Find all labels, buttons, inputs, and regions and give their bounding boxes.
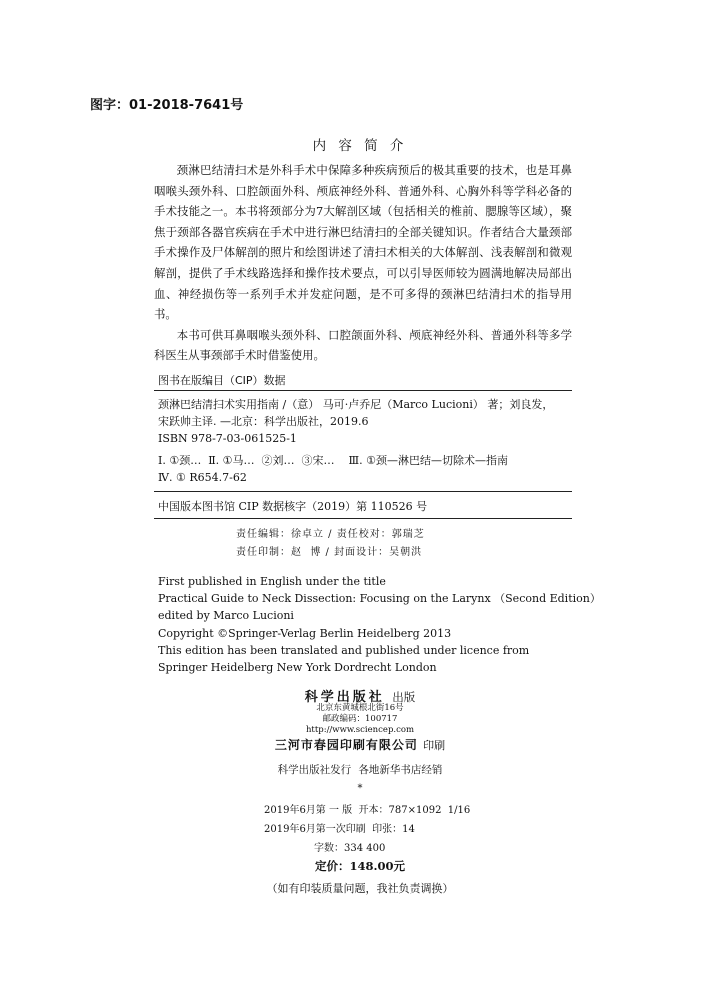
editors-line: 责任编辑：徐卓立 / 责任校对：郭瑞芝 [236, 529, 425, 540]
cip-top-rule [154, 390, 572, 391]
separator-star: * [357, 783, 363, 794]
cip-classification-line: Ⅳ. ① R654.7-62 [158, 471, 247, 484]
cip-classification-line: Ⅰ. ①颈… Ⅱ. ①马… ②刘… ③宋… Ⅲ. ①颈—淋巴结—切除术—指南 [158, 454, 508, 467]
cip-isbn: ISBN 978-7-03-061525-1 [158, 432, 297, 445]
publisher-suffix: 出版 [392, 690, 416, 704]
quality-note: （如有印装质量问题，我社负责调换） [266, 882, 454, 895]
cip-bottom-rule [154, 491, 572, 492]
printer-name [0, 736, 720, 753]
publisher-url: http://www.sciencep.com [305, 725, 415, 735]
price: 定价：148.00元 [314, 859, 405, 873]
edition-line: 2019年6月第 一 版 开本：787×1092 1/16 [264, 805, 471, 816]
verification-rule [154, 518, 572, 519]
word-count: 字数：334 400 [314, 843, 386, 854]
publisher-address: 北京东黄城根北街16号 [316, 703, 404, 713]
distribution-info: 科学出版社发行 各地新华书店经销 [277, 764, 443, 776]
cip-verification: 中国版本图书馆 CIP 数据核字（2019）第 110526 号 [158, 500, 428, 513]
printer-name-text: 三河市春园印刷有限公司 [274, 738, 418, 752]
printer-suffix: 印刷 [423, 739, 446, 752]
publisher-name-text: 科学出版社 [304, 690, 385, 705]
intro-body [154, 160, 572, 366]
cip-title-line: 颈淋巴结清扫术实用指南 /（意） 马可·卢乔尼（Marco Lucioni） 著；刘良发， [158, 398, 554, 411]
intro-heading: 内 容 简 介 [312, 138, 408, 154]
cip-record [158, 396, 568, 447]
original-line: This edition has been translated and published under licence from [158, 643, 530, 657]
original-line: Copyright ©Springer-Verlag Berlin Heidelberg 2013 [158, 626, 452, 640]
original-line: Springer Heidelberg New York Dordrecht London [158, 661, 437, 675]
original-edition-info [158, 573, 601, 676]
registration-number: 图字：01-2018-7641号 [90, 98, 244, 113]
publisher-postcode: 邮政编码：100717 [322, 714, 398, 724]
original-line: edited by Marco Lucioni [158, 609, 294, 623]
cip-classification [158, 452, 572, 486]
intro-paragraph: 颈淋巴结清扫术是外科手术中保障多种疾病预后的极其重要的技术，也是耳鼻咽喉头颈外科、口腔颌面外科、颅底神经外科、普通外科、心胸外科等学科必备的手术技能之一。本书将颈部分为7大解剖区域（包括相关的椎前、腮腺等区域），聚焦于颈部各器官疾病在手术中进行淋巴结清扫的全部关键知识。作者结合大量颈部手术操作及尸体解剖的照片和绘图讲述了清扫术相关的大体解剖、浅表解剖和微观解剖，提供了手术线路选择和操作技术要点，可以引导医师较为圆满地解决局部出血、神经损伤等一系列手术并发症问题，是不可多得的颈淋巴结清扫术的指导用书。 [154, 163, 572, 322]
edition-line: 2019年6月第一次印刷 印张：14 [264, 824, 415, 835]
cip-label: 图书在版编目（CIP）数据 [158, 374, 286, 387]
original-line: First published in English under the title [158, 575, 386, 588]
editors-line: 责任印制：赵 博 / 封面设计：吴朝洪 [236, 547, 423, 558]
intro-paragraph: 本书可供耳鼻咽喉头颈外科、口腔颌面外科、颅底神经外科、普通外科等多学科医生从事颈部手术时借鉴使用。 [154, 327, 572, 363]
cip-title-line: 宋跃帅主译. —北京：科学出版社，2019.6 [158, 415, 369, 428]
original-line: Practical Guide to Neck Dissection: Focusing on the Larynx （Second Edition） [158, 592, 601, 606]
